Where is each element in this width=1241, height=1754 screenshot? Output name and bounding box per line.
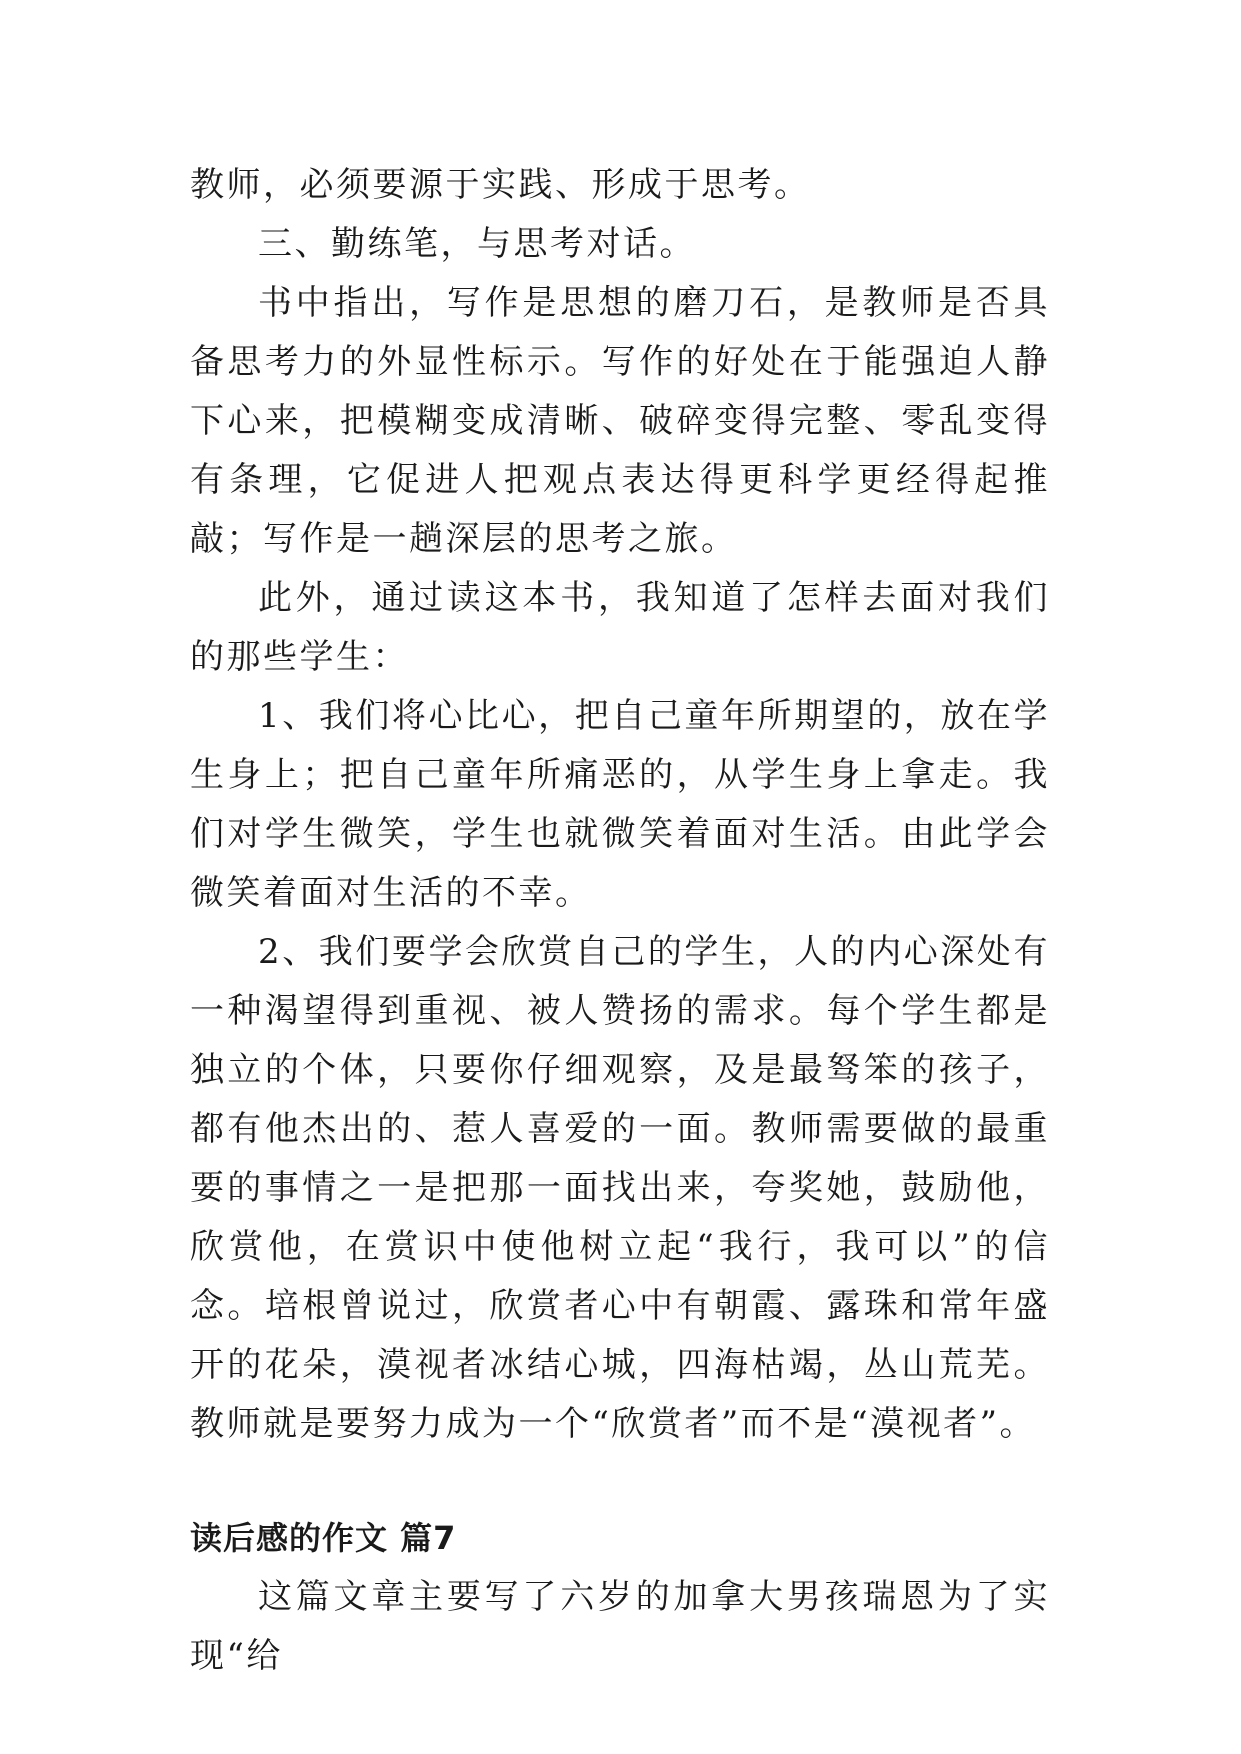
paragraph: 书中指出，写作是思想的磨刀石，是教师是否具备思考力的外显性标示。写作的好处在于能强迫人静下心来，把模糊变成清晰、破碎变得完整、零乱变得有条理，它促进人把观点表达得更科学更经得起推敲；写作是一趟深层的思考之旅。 xyxy=(190,283,1050,559)
paragraph: 2、我们要学会欣赏自己的学生，人的内心深处有一种渴望得到重视、被人赞扬的需求。每个学生都是独立的个体，只要你仔细观察，及是最驽笨的孩子，都有他杰出的、惹人喜爱的一面。教师需要做的最重要的事情之一是把那一面找出来，夸奖她，鼓励他，欣赏他，在赏识中使他树立起“我行，我可以”的信念。培根曾说过，欣赏者心中有朝霞、露珠和常年盛开的花朵，漠视者冰结心城，四海枯竭，丛山荒芜。教师就是要努力成为一个“欣赏者”而不是“漠视者”。 xyxy=(190,932,1050,1444)
section-heading: 读后感的作文 篇7 xyxy=(190,1519,457,1557)
paragraph: 这篇文章主要写了六岁的加拿大男孩瑞恩为了实现“给 xyxy=(190,1577,1050,1676)
paragraph: 教师，必须要源于实践、形成于思考。 xyxy=(190,165,811,205)
document-body xyxy=(190,156,1050,1686)
paragraph: 此外，通过读这本书，我知道了怎样去面对我们的那些学生： xyxy=(190,578,1050,677)
paragraph: 三、勤练笔，与思考对话。 xyxy=(258,224,696,264)
paragraph: 1、我们将心比心，把自己童年所期望的，放在学生身上；把自己童年所痛恶的，从学生身上拿走。我们对学生微笑，学生也就微笑着面对生活。由此学会微笑着面对生活的不幸。 xyxy=(190,696,1050,913)
